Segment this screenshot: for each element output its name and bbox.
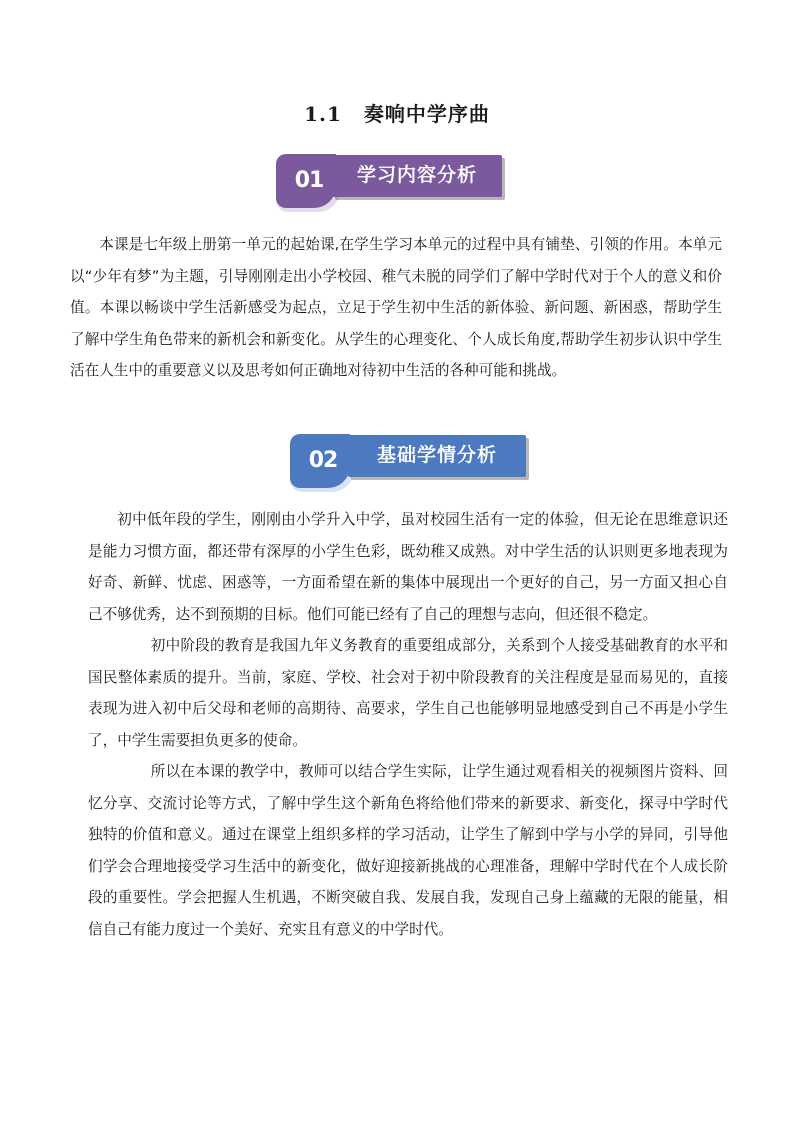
- page-title: [0, 98, 794, 127]
- paragraph: 初中阶段的教育是我国九年义务教育的重要组成部分，关系到个人接受基础教育的水平和国民整体素质的提升。当前，家庭、学校、社会对于初中阶段教育的关注程度是显而易见的，直接表现为进入初中后父母和老师的高期待、高要求，学生自己也能够明显地感受到自己不再是小学生了，中学生需要担负更多的使命。: [88, 637, 728, 749]
- section-header-2: [288, 432, 548, 492]
- section-number-1: 01: [294, 168, 324, 193]
- paragraph: 所以在本课的教学中，教师可以结合学生实际，让学生通过观看相关的视频图片资料、回忆分享、交流讨论等方式，了解中学生这个新角色将给他们带来的新要求、新变化，探寻中学时代独特的价值和意义。通过在课堂上组织多样的学习活动，让学生了解到中学与小学的异同，引导他们学会合理地接受学习生活中的新变化，做好迎接新挑战的心理准备，理解中学时代在个人成长阶段的重要性。学会把握人生机遇，不断突破自我、发展自我，发现自己身上蕴藏的无限的能量，相信自己有能力度过一个美好、充实且有意义的中学时代。: [88, 763, 728, 938]
- section-number-2: 02: [308, 448, 338, 473]
- lesson-title: 奏响中学序曲: [363, 102, 490, 126]
- section-header-1: [274, 152, 514, 212]
- section-heading-1: 学习内容分析: [332, 155, 502, 197]
- section-heading-2: 基础学情分析: [348, 435, 526, 477]
- paragraph: 初中低年段的学生，刚刚由小学升入中学，虽对校园生活有一定的体验，但无论在思维意识还是能力习惯方面，都还带有深厚的小学生色彩，既幼稚又成熟。对中学生活的认识则更多地表现为好奇、新鲜、忧虑、困惑等，一方面希望在新的集体中展现出一个更好的自己，另一方面又担心自己不够优秀，达不到预期的目标。他们可能已经有了自己的理想与志向，但还很不稳定。: [88, 511, 728, 623]
- section-body-1: [70, 229, 722, 387]
- paragraph: 本课是七年级上册第一单元的起始课,在学生学习本单元的过程中具有铺垫、引领的作用。本单元以“少年有梦”为主题，引导刚刚走出小学校园、稚气未脱的同学们了解中学时代对于个人的意义和价值。本课以畅谈中学生活新感受为起点，立足于学生初中生活的新体验、新问题、新困惑，帮助学生了解中学生角色带来的新机会和新变化。从学生的心理变化、个人成长角度,帮助学生初步认识中学生活在人生中的重要意义以及思考如何正确地对待初中生活的各种可能和挑战。: [70, 236, 722, 379]
- section-body-2: [88, 504, 728, 945]
- lesson-number: 1.1: [304, 102, 342, 126]
